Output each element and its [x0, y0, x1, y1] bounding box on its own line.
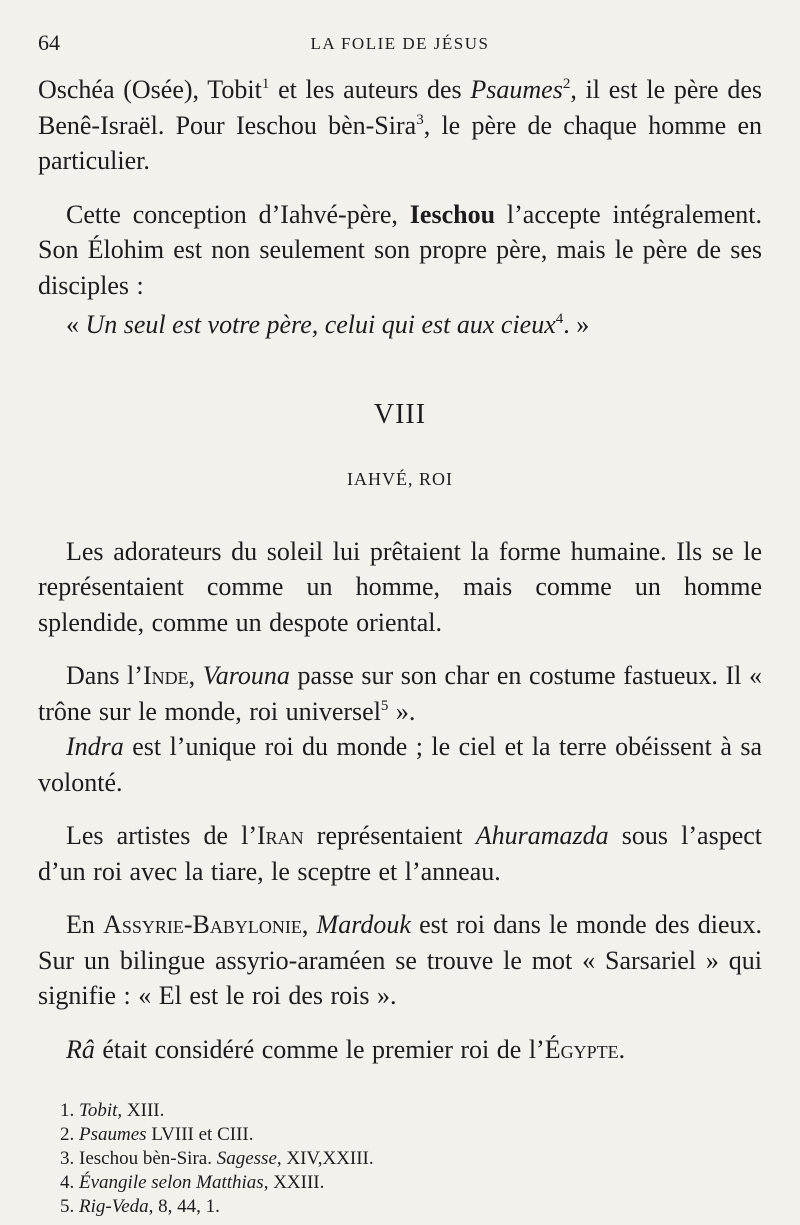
paragraph-indra: Indra est l’unique roi du monde ; le ciel et la terre obéissent à sa volonté.	[38, 732, 762, 797]
footnote-ref-1: 1	[261, 76, 270, 92]
footnote-number: 4.	[60, 1172, 75, 1193]
paragraph-inde: Dans l’Inde, Varouna passe sur son char en costume fastueux. Il « trône sur le monde, roi universel$^5$ ».	[38, 661, 762, 726]
footnote-number: 3.	[60, 1148, 75, 1169]
chapter-title: IAHVÉ, ROI	[347, 468, 453, 489]
footnotes	[38, 1099, 762, 1219]
paragraph-iran: Les artistes de l’Iran représentaient Ahuramazda sous l’aspect d’un roi avec la tiare, le sceptre et l’anneau.	[38, 821, 762, 886]
running-title: LA FOLIE DE JÉSUS	[310, 34, 490, 53]
footnote-number: 2.	[60, 1124, 75, 1145]
footnote-ref-5: 5	[380, 697, 389, 714]
running-head	[38, 30, 762, 56]
paragraph-assyrie: En Assyrie-Babylonie, Mardouk est roi dans le monde des dieux. Sur un bilingue assyrio-araméen se trouve le mot « Sarsariel » qui signifie : « El est le roi des rois ».	[38, 910, 763, 1010]
footnote-3: 3. Ieschou bèn-Sira. Sagesse, XIV,XXIII.	[60, 1148, 374, 1169]
footnote-number: 5.	[60, 1196, 75, 1217]
footnote-4: 4. Évangile selon Matthias, XXIII.	[60, 1172, 325, 1193]
footnote-5: 5. Rig-Veda, 8, 44, 1.	[60, 1196, 220, 1217]
paragraph-adorateurs: Les adorateurs du soleil lui prêtaient la forme humaine. Ils se le représentaient comme un homme, mais comme un homme splendide, comme un despote oriental.	[38, 536, 762, 637]
footnote-1: 1. Tobit, XIII.	[60, 1100, 165, 1121]
footnote-number: 1.	[60, 1100, 75, 1121]
chapter-number: VIII	[373, 398, 427, 430]
book-page	[38, 30, 762, 1219]
footnote-ref-2: 2	[562, 76, 571, 92]
section-body	[38, 534, 762, 1068]
footnote-ref-3: 3	[416, 111, 424, 128]
footnote-ref-4: 4	[555, 311, 564, 327]
paragraph-ra: Râ était considéré comme le premier roi de l’Égypte.	[66, 1034, 626, 1064]
footnote-2: 2. Psaumes LVIII et CIII.	[60, 1124, 254, 1145]
page-number: 64	[38, 30, 60, 55]
paragraph-conception: Cette conception d’Iahvé-père, Ieschou l’accepte intégralement. Son Élohim est non seulement son propre père, mais le père de ses disciples :	[38, 199, 762, 300]
continued-paragraph: Oschéa (Osée), Tobit$^1$ et les auteurs des Psaumes$^2$, il est le père des Benê-Israël. Pour Ieschou bèn-Sira$^3$, le père de chaque homme en particulier.	[38, 75, 762, 175]
gospel-quote: « Un seul est votre père, celui qui est aux cieux$^4$. »	[66, 310, 590, 339]
